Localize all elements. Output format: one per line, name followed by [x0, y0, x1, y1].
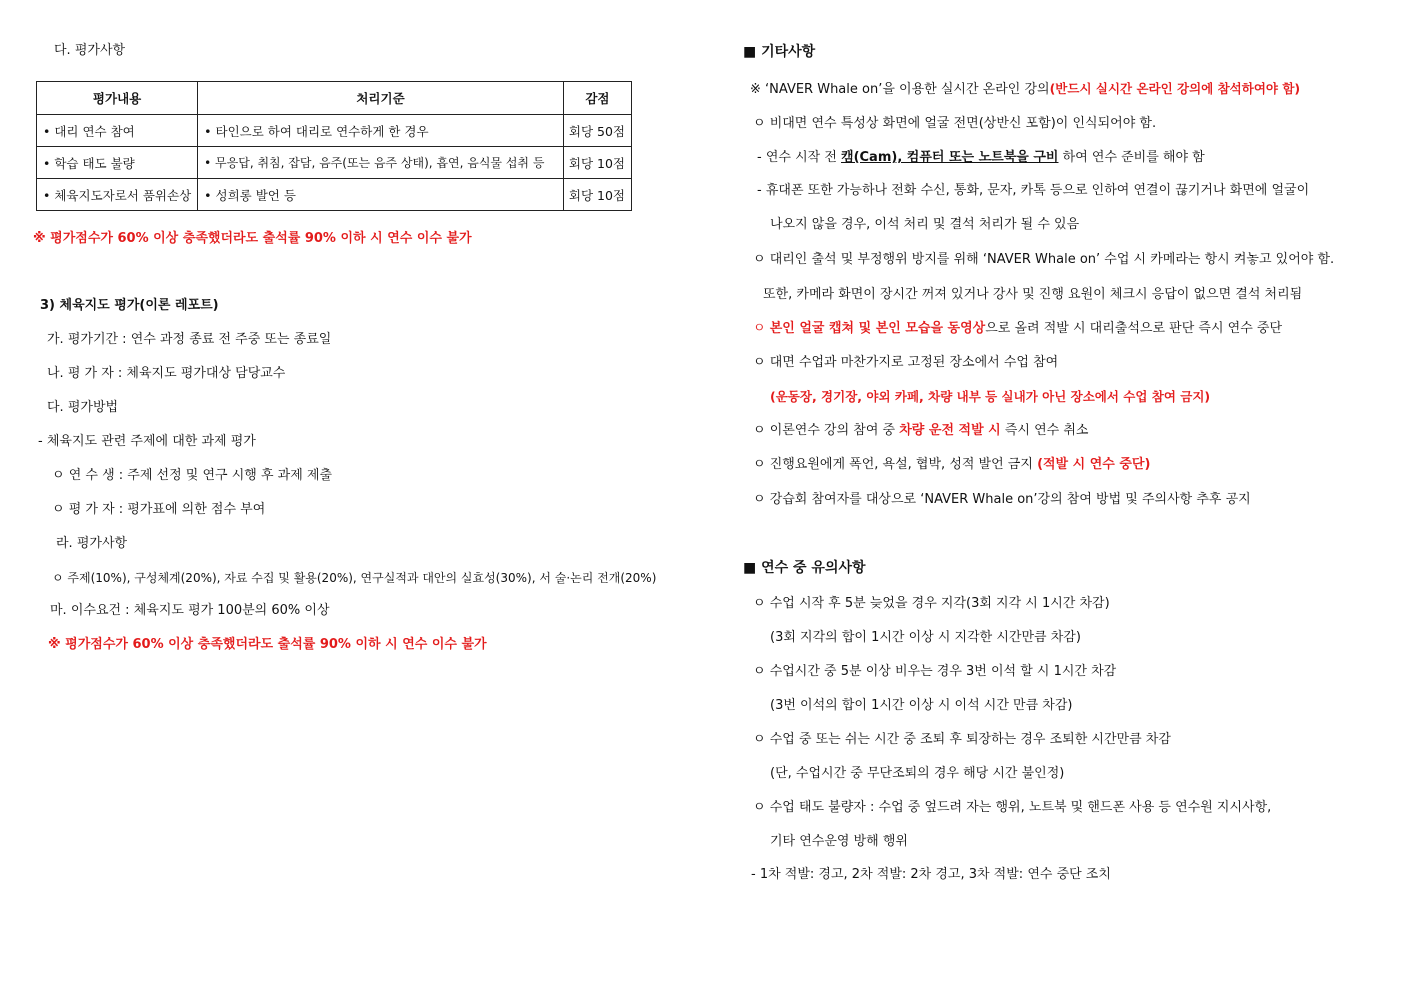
etc-line-text: ㅇ [753, 321, 770, 336]
section-3-title: 3) 체육지도 평가(이론 레포트) [40, 298, 219, 313]
etc-line: ㅇ 강습회 참여자를 대상으로 ‘NAVER Whale on’강의 참여 방법 및 주의사항 추후 공지 [753, 492, 1251, 507]
etc-line-highlight: (반드시 실시간 온라인 강의에 참석하여야 함) [1049, 81, 1301, 96]
etc-line: 또한, 카메라 화면이 장시간 꺼져 있거나 강사 및 진행 요원이 체크시 응답이 없으면 결석 처리됨 [763, 287, 1303, 302]
etc-line: ㅇ 비대면 연수 특성상 화면에 얼굴 전면(상반신 포함)이 인식되어야 함. [753, 116, 1157, 131]
table-header: 감점 [563, 82, 631, 115]
etc-line: ㅇ 대면 수업과 마찬가지로 고정된 장소에서 수업 참여 [753, 355, 1059, 370]
etc-line-highlight: 차량 운전 적발 시 [899, 423, 1001, 438]
etc-line-text: ※ ‘NAVER Whale on’을 이용한 실시간 온라인 강의 [750, 82, 1050, 97]
etc-line-highlight: 본인 얼굴 캡쳐 및 본인 모습을 동영상 [769, 321, 986, 336]
eval-method-desc: - 체육지도 관련 주제에 대한 과제 평가 [38, 434, 256, 449]
etc-line-text: 으로 올려 적발 시 대리출석으로 판단 즉시 연수 중단 [985, 321, 1283, 336]
etc-line-highlight: (적발 시 연수 중단) [1037, 457, 1151, 472]
evaluator-item: ㅇ 평 가 자 : 평가표에 의한 점수 부여 [52, 502, 266, 517]
table-cell: • 성희롱 발언 등 [198, 179, 564, 211]
etc-line-text: - 연수 시작 전 [757, 150, 842, 165]
etc-line-text: 즉시 연수 취소 [1000, 423, 1089, 438]
etc-line-text: 하여 연수 준비를 해야 함 [1058, 150, 1205, 165]
eval-method: 다. 평가방법 [47, 400, 119, 415]
trainee-item: ㅇ 연 수 생 : 주제 선정 및 연구 시행 후 과제 제출 [52, 468, 333, 483]
table-cell: 회당 10점 [563, 147, 631, 179]
table-header-row [37, 82, 632, 115]
caution-line: (3번 이석의 합이 1시간 이상 시 이석 시간 만큼 차감) [770, 698, 1073, 713]
etc-line [753, 456, 1150, 474]
caution-line: (단, 수업시간 중 무단조퇴의 경우 해당 시간 불인정) [770, 766, 1065, 781]
caution-line: ㅇ 수업 중 또는 쉬는 시간 중 조퇴 후 퇴장하는 경우 조퇴한 시간만큼 차감 [753, 732, 1171, 747]
etc-line: - 휴대폰 또한 가능하나 전화 수신, 통화, 문자, 카톡 등으로 인하여 연결이 끊기거나 화면에 얼굴이 [757, 183, 1310, 198]
etc-line [753, 422, 1088, 440]
eval-criteria: ㅇ 주제(10%), 구성체계(20%), 자료 수집 및 활용(20%), 연구실적과 대안의 실효성(30%), 서 술·논리 전개(20%) [52, 571, 657, 585]
completion-requirement: 마. 이수요건 : 체육지도 평가 100분의 60% 이상 [50, 603, 330, 618]
eval-items-heading: 다. 평가사항 [54, 43, 126, 58]
eval-items-sub: 라. 평가사항 [56, 536, 128, 551]
caution-line: (3회 지각의 합이 1시간 이상 시 지각한 시간만큼 차감) [770, 630, 1081, 645]
caution-line: ㅇ 수업시간 중 5분 이상 비우는 경우 3번 이석 할 시 1시간 차감 [753, 664, 1117, 679]
etc-line-emphasis: 캠(Cam), 컴퓨터 또는 노트북을 구비 [841, 150, 1059, 165]
table-cell: • 대리 연수 참여 [37, 115, 198, 147]
table-row [37, 147, 632, 179]
caution-line: - 1차 적발: 경고, 2차 적발: 2차 경고, 3차 적발: 연수 중단 조치 [751, 867, 1111, 882]
table-row [37, 179, 632, 211]
etc-line-highlight: (운동장, 경기장, 야외 카페, 차량 내부 등 실내가 아닌 장소에서 수업 참여 금지) [770, 389, 1211, 404]
attendance-note: ※ 평가점수가 60% 이상 충족했더라도 출석률 90% 이하 시 연수 이수 불가 [33, 231, 472, 246]
table-cell: • 무응답, 취침, 잡담, 음주(또는 음주 상태), 흡연, 음식물 섭취 등 [198, 147, 564, 179]
evaluator: 나. 평 가 자 : 체육지도 평가대상 담당교수 [47, 366, 286, 381]
table-cell: • 체육지도자로서 품위손상 [37, 179, 198, 211]
etc-line: 나오지 않을 경우, 이석 처리 및 결석 처리가 될 수 있음 [770, 217, 1080, 232]
etc-line-text: ㅇ 이론연수 강의 참여 중 [753, 423, 900, 438]
etc-line-text: ㅇ 진행요원에게 폭언, 욕설, 협박, 성적 발언 금지 [753, 457, 1038, 472]
etc-section-title: ■ 기타사항 [743, 44, 816, 60]
etc-line [750, 80, 1300, 99]
etc-line [757, 149, 1205, 167]
eval-period: 가. 평가기간 : 연수 과정 종료 전 주중 또는 종료일 [47, 332, 332, 347]
caution-line: ㅇ 수업 시작 후 5분 늦었을 경우 지각(3회 지각 시 1시간 차감) [753, 596, 1110, 611]
caution-section-title: ■ 연수 중 유의사항 [743, 560, 866, 576]
table-header: 평가내용 [37, 82, 198, 115]
table-cell: • 타인으로 하여 대리로 연수하게 한 경우 [198, 115, 564, 147]
etc-line: ㅇ 대리인 출석 및 부정행위 방지를 위해 ‘NAVER Whale on’ 수업 시 카메라는 항시 켜놓고 있어야 함. [753, 252, 1335, 267]
evaluation-table [36, 81, 632, 211]
table-row [37, 115, 632, 147]
table-cell: 회당 10점 [563, 179, 631, 211]
attendance-note: ※ 평가점수가 60% 이상 충족했더라도 출석률 90% 이하 시 연수 이수 불가 [48, 637, 487, 652]
caution-line: 기타 연수운영 방해 행위 [770, 834, 908, 849]
table-cell: • 학습 태도 불량 [37, 147, 198, 179]
caution-line: ㅇ 수업 태도 불량자 : 수업 중 엎드려 자는 행위, 노트북 및 핸드폰 사용 등 연수원 지시사항, [753, 800, 1272, 815]
etc-line [753, 320, 1282, 338]
table-cell: 회당 50점 [563, 115, 631, 147]
table-header: 처리기준 [198, 82, 564, 115]
